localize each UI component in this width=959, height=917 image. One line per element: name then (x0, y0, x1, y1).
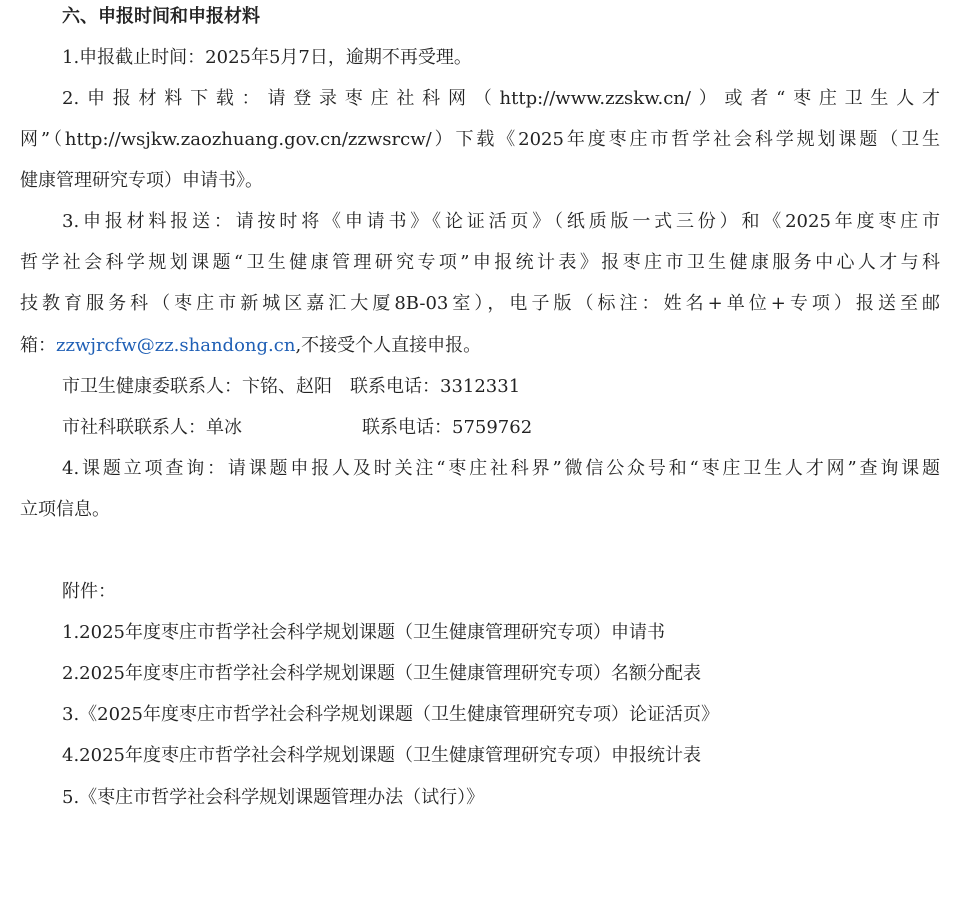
attachment-item: 2.2025年度枣庄市哲学社会科学规划课题（卫生健康管理研究专项）名额分配表 (62, 663, 701, 684)
attachment-item: 1.2025年度枣庄市哲学社会科学规划课题（卫生健康管理研究专项）申请书 (62, 622, 665, 643)
attachment-item: 5.《枣庄市哲学社会科学规划课题管理办法（试行）》 (62, 787, 485, 808)
contact-social-science-name: 市社科联联系人：单冰 (62, 417, 242, 438)
email-link[interactable]: zzwjrcfw@zz.shandong.cn (56, 335, 296, 356)
email-suffix: ,不接受个人直接申报。 (295, 335, 482, 356)
query-paragraph-line-2: 立项信息。 (20, 499, 110, 520)
download-paragraph-line-1: 2.申报材料下载：请登录枣庄社科网（http://www.zzskw.cn/）或者“枣庄卫生人才 (62, 88, 940, 109)
attachment-item: 3.《2025年度枣庄市哲学社会科学规划课题（卫生健康管理研究专项）论证活页》 (62, 704, 719, 725)
email-prefix: 箱： (20, 335, 56, 356)
query-paragraph-line-1: 4.课题立项查询：请课题申报人及时关注“枣庄社科界”微信公众号和“枣庄卫生人才网”查询课题 (62, 458, 940, 479)
submit-paragraph-line-1: 3.申报材料报送：请按时将《申请书》《论证活页》（纸质版一式三份）和《2025年度枣庄市 (62, 211, 940, 232)
download-paragraph-line-3: 健康管理研究专项）申请书》。 (20, 170, 263, 191)
attachments-label: 附件： (62, 581, 116, 602)
contact-social-science-phone: 联系电话：5759762 (362, 417, 533, 438)
attachment-item: 4.2025年度枣庄市哲学社会科学规划课题（卫生健康管理研究专项）申报统计表 (62, 745, 701, 766)
contact-social-science (62, 416, 532, 440)
deadline-paragraph: 1.申报截止时间：2025年5月7日，逾期不再受理。 (62, 47, 472, 68)
section-heading: 六、申报时间和申报材料 (62, 6, 260, 27)
contact-health-commission: 市卫生健康委联系人：卞铭、赵阳 联系电话：3312331 (62, 376, 521, 397)
download-paragraph-line-2: 网”（http://wsjkw.zaozhuang.gov.cn/zzwsrcw/）下载《2025年度枣庄市哲学社会科学规划课题（卫生 (20, 129, 940, 150)
submit-paragraph-line-4 (20, 334, 481, 358)
submit-paragraph-line-3: 技教育服务科（枣庄市新城区嘉汇大厦8B-03室），电子版（标注：姓名+单位+专项）报送至邮 (20, 293, 940, 314)
submit-paragraph-line-2: 哲学社会科学规划课题“卫生健康管理研究专项”申报统计表》报枣庄市卫生健康服务中心人才与科 (20, 252, 940, 273)
